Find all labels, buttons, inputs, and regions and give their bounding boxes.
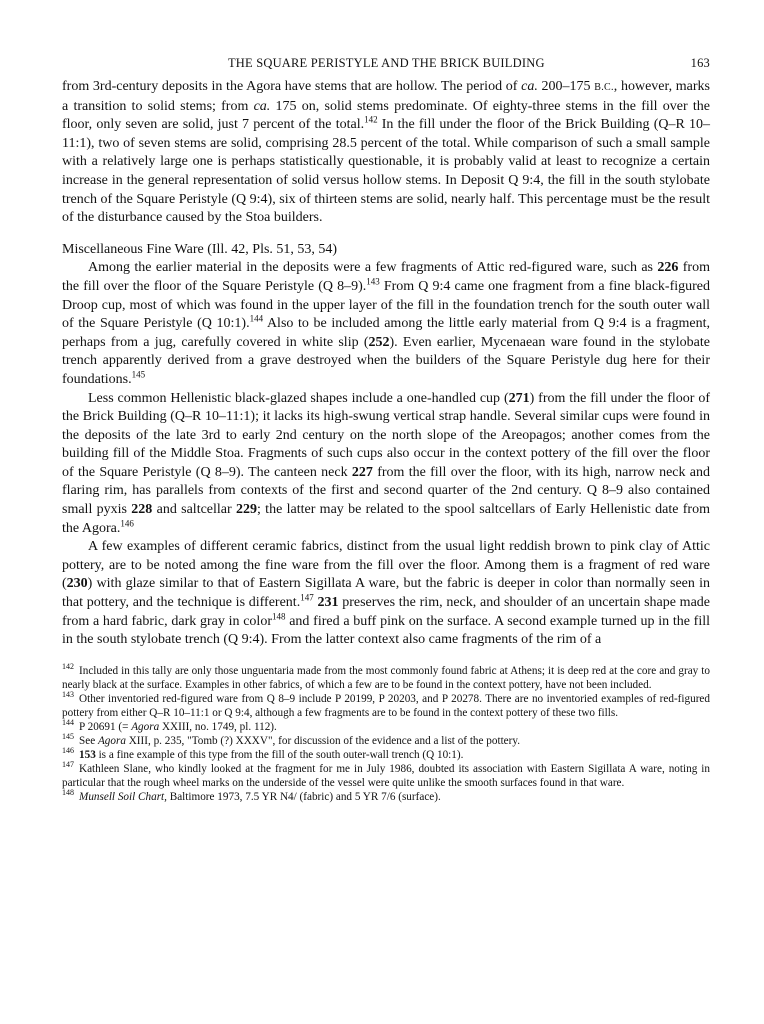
footnote-ref-142[interactable]: 142 bbox=[364, 114, 378, 125]
catalog-ref-271: 271 bbox=[508, 390, 530, 406]
footnote-ref-144[interactable]: 144 bbox=[249, 313, 264, 324]
footnotes bbox=[62, 664, 710, 804]
catalog-ref-229: 229 bbox=[235, 502, 257, 518]
paragraph-1: from 3rd-century deposits in the Agora have stems that are hollow. The period of ca. 200–175 B.C., however, marks a transition to solid stems; from ca. 175 on, solid stems predominate. Of eighty-three stems in the fill over the floor, only seven are solid, just 7 percent of the total.$^{142}$ In the fill under the floor of the Brick Building (Q–R 10–11:1), two of seven stems are solid, comprising 28.5 percent of the total. While comparison of such a small sample with a relatively large one is perhaps statistically questionable, it is probably valid at least to recognize a certain increase in the general representation of solid versus hollow stems. In Deposit Q 9:4, the fill in the south stylobate trench of the Square Peristyle (Q 9:4), six of thirteen stems are solid, nearly half. This percentage must be the result of the disturbance caused by the Stoa builders. bbox=[62, 79, 711, 226]
footnote-142: $^{142}$ Included in this tally are only those unguentaria made from the most commonly found fabric at Athens; it is deep red at the core and gray to nearly black at the surface. Examples in other fabrics, of which a few are to be found in the context pottery, have not been included. bbox=[62, 662, 710, 691]
running-header bbox=[62, 56, 710, 78]
footnote-ref-147[interactable]: 147 bbox=[300, 592, 314, 603]
page bbox=[62, 56, 710, 804]
footnote-147: $^{147}$ Kathleen Slane, who kindly looked at the fragment for me in July 1986, doubted its association with Eastern Sigillata A ware, noting in particular that the rough wheel marks on the underside of the vessel were quite unlike the smooth surfaces found in that ware. bbox=[62, 760, 710, 789]
catalog-ref-252: 252 bbox=[368, 334, 390, 350]
paragraph-2: Among the earlier material in the deposits were a few fragments of Attic red-figured ware, such as 226 from the fill over the floor of the Square Peristyle (Q 8–9).$^{143}$ From Q 9:4 came one fragment from a fine black-figured Droop cup, most of which was found in the upper layer of the fill in the foundation trench for the south outer wall of the Square Peristyle (Q 10:1).$^{144}$ Also to be included among the little early material from Q 9:4 is a fragment, perhaps from a jug, carefully covered in white slip (252). Even earlier, Mycenaean ware found in the stylobate trench apparently derived from a grave destroyed when the builders of the Square Peristyle dug here for their foundations.$^{145}$ bbox=[62, 260, 711, 387]
footnote-144: $^{144}$ P 20691 (= Agora XXIII, no. 1749, pl. 112). bbox=[62, 718, 277, 733]
footnote-145: $^{145}$ See Agora XIII, p. 235, "Tomb (?) XXXV", for discussion of the evidence and a list of the pottery. bbox=[62, 732, 521, 747]
running-title: THE SQUARE PERISTYLE AND THE BRICK BUILDING bbox=[227, 56, 545, 70]
paragraph-3: Less common Hellenistic black-glazed shapes include a one-handled cup (271) from the fill under the floor of the Brick Building (Q–R 10–11:1); it lacks its high-swung vertical strap handle. Several similar cups were found in the deposits of the late 3rd to early 2nd century on the north slope of the Areopagos; another comes from the building fill of the Middle Stoa. Fragments of such cups also occur in the context pottery of the fill over the floor of the Square Peristyle (Q 8–9). The canteen neck 227 from the fill over the floor, with its high, narrow neck and flaring rim, has parallels from contexts of the first and second quarter of the 2nd century. Q 8–9 also contained small pyxis 228 and saltcellar 229; the latter may be related to the spool saltcellars of Early Hellenistic date from the Agora.$^{146}$ bbox=[62, 390, 711, 536]
footnote-ref-148[interactable]: 148 bbox=[271, 610, 286, 621]
catalog-ref-228: 228 bbox=[131, 502, 153, 518]
footnote-ref-146[interactable]: 146 bbox=[120, 518, 134, 528]
footnote-ref-145[interactable]: 145 bbox=[131, 369, 146, 380]
footnote-146: $^{146}$ 153 is a fine example of this type from the fill of the south outer-wall trench (Q 10:1). bbox=[62, 746, 464, 761]
catalog-ref-226: 226 bbox=[657, 260, 679, 276]
footnote-ref-143[interactable]: 143 bbox=[366, 276, 380, 287]
catalog-ref-230: 230 bbox=[66, 576, 88, 592]
footnote-148: $^{148}$ Munsell Soil Chart, Baltimore 1973, 7.5 YR N4/ (fabric) and 5 YR 7/6 (surface). bbox=[62, 788, 441, 803]
catalog-ref-227: 227 bbox=[351, 464, 373, 480]
catalog-ref-231: 231 bbox=[317, 595, 339, 611]
body-text bbox=[62, 78, 710, 650]
page-number: 163 bbox=[690, 56, 710, 70]
paragraph-4: A few examples of different ceramic fabrics, distinct from the usual light reddish brown to pink clay of Attic pottery, are to be noted among the fine ware from the fill over the floor. Among them is a fragment of red ware (230) with glaze similar to that of Eastern Sigillata A ware, but the fabric is deeper in color than normally seen in that pottery, and the technique is different.$^{147}$ 231 preserves the rim, neck, and shoulder of an uncertain shape made from a hard fabric, dark gray in color$^{148}$ and fired a buff pink on the surface. A second example turned up in the fill in the south stylobate trench (Q 9:4). From the latter context also came fragments of the rim of a bbox=[62, 539, 711, 648]
section-heading: Miscellaneous Fine Ware (Ill. 42, Pls. 51, 53, 54) bbox=[62, 241, 338, 257]
footnote-143: $^{143}$ Other inventoried red-figured ware from Q 8–9 include P 20199, P 20203, and P 20278. There are no inventoried examples of red-figured pottery from either Q–R 10–11:1 or Q 9:4, although a few fragments are to be found in the context pottery of these two fills. bbox=[62, 690, 710, 719]
